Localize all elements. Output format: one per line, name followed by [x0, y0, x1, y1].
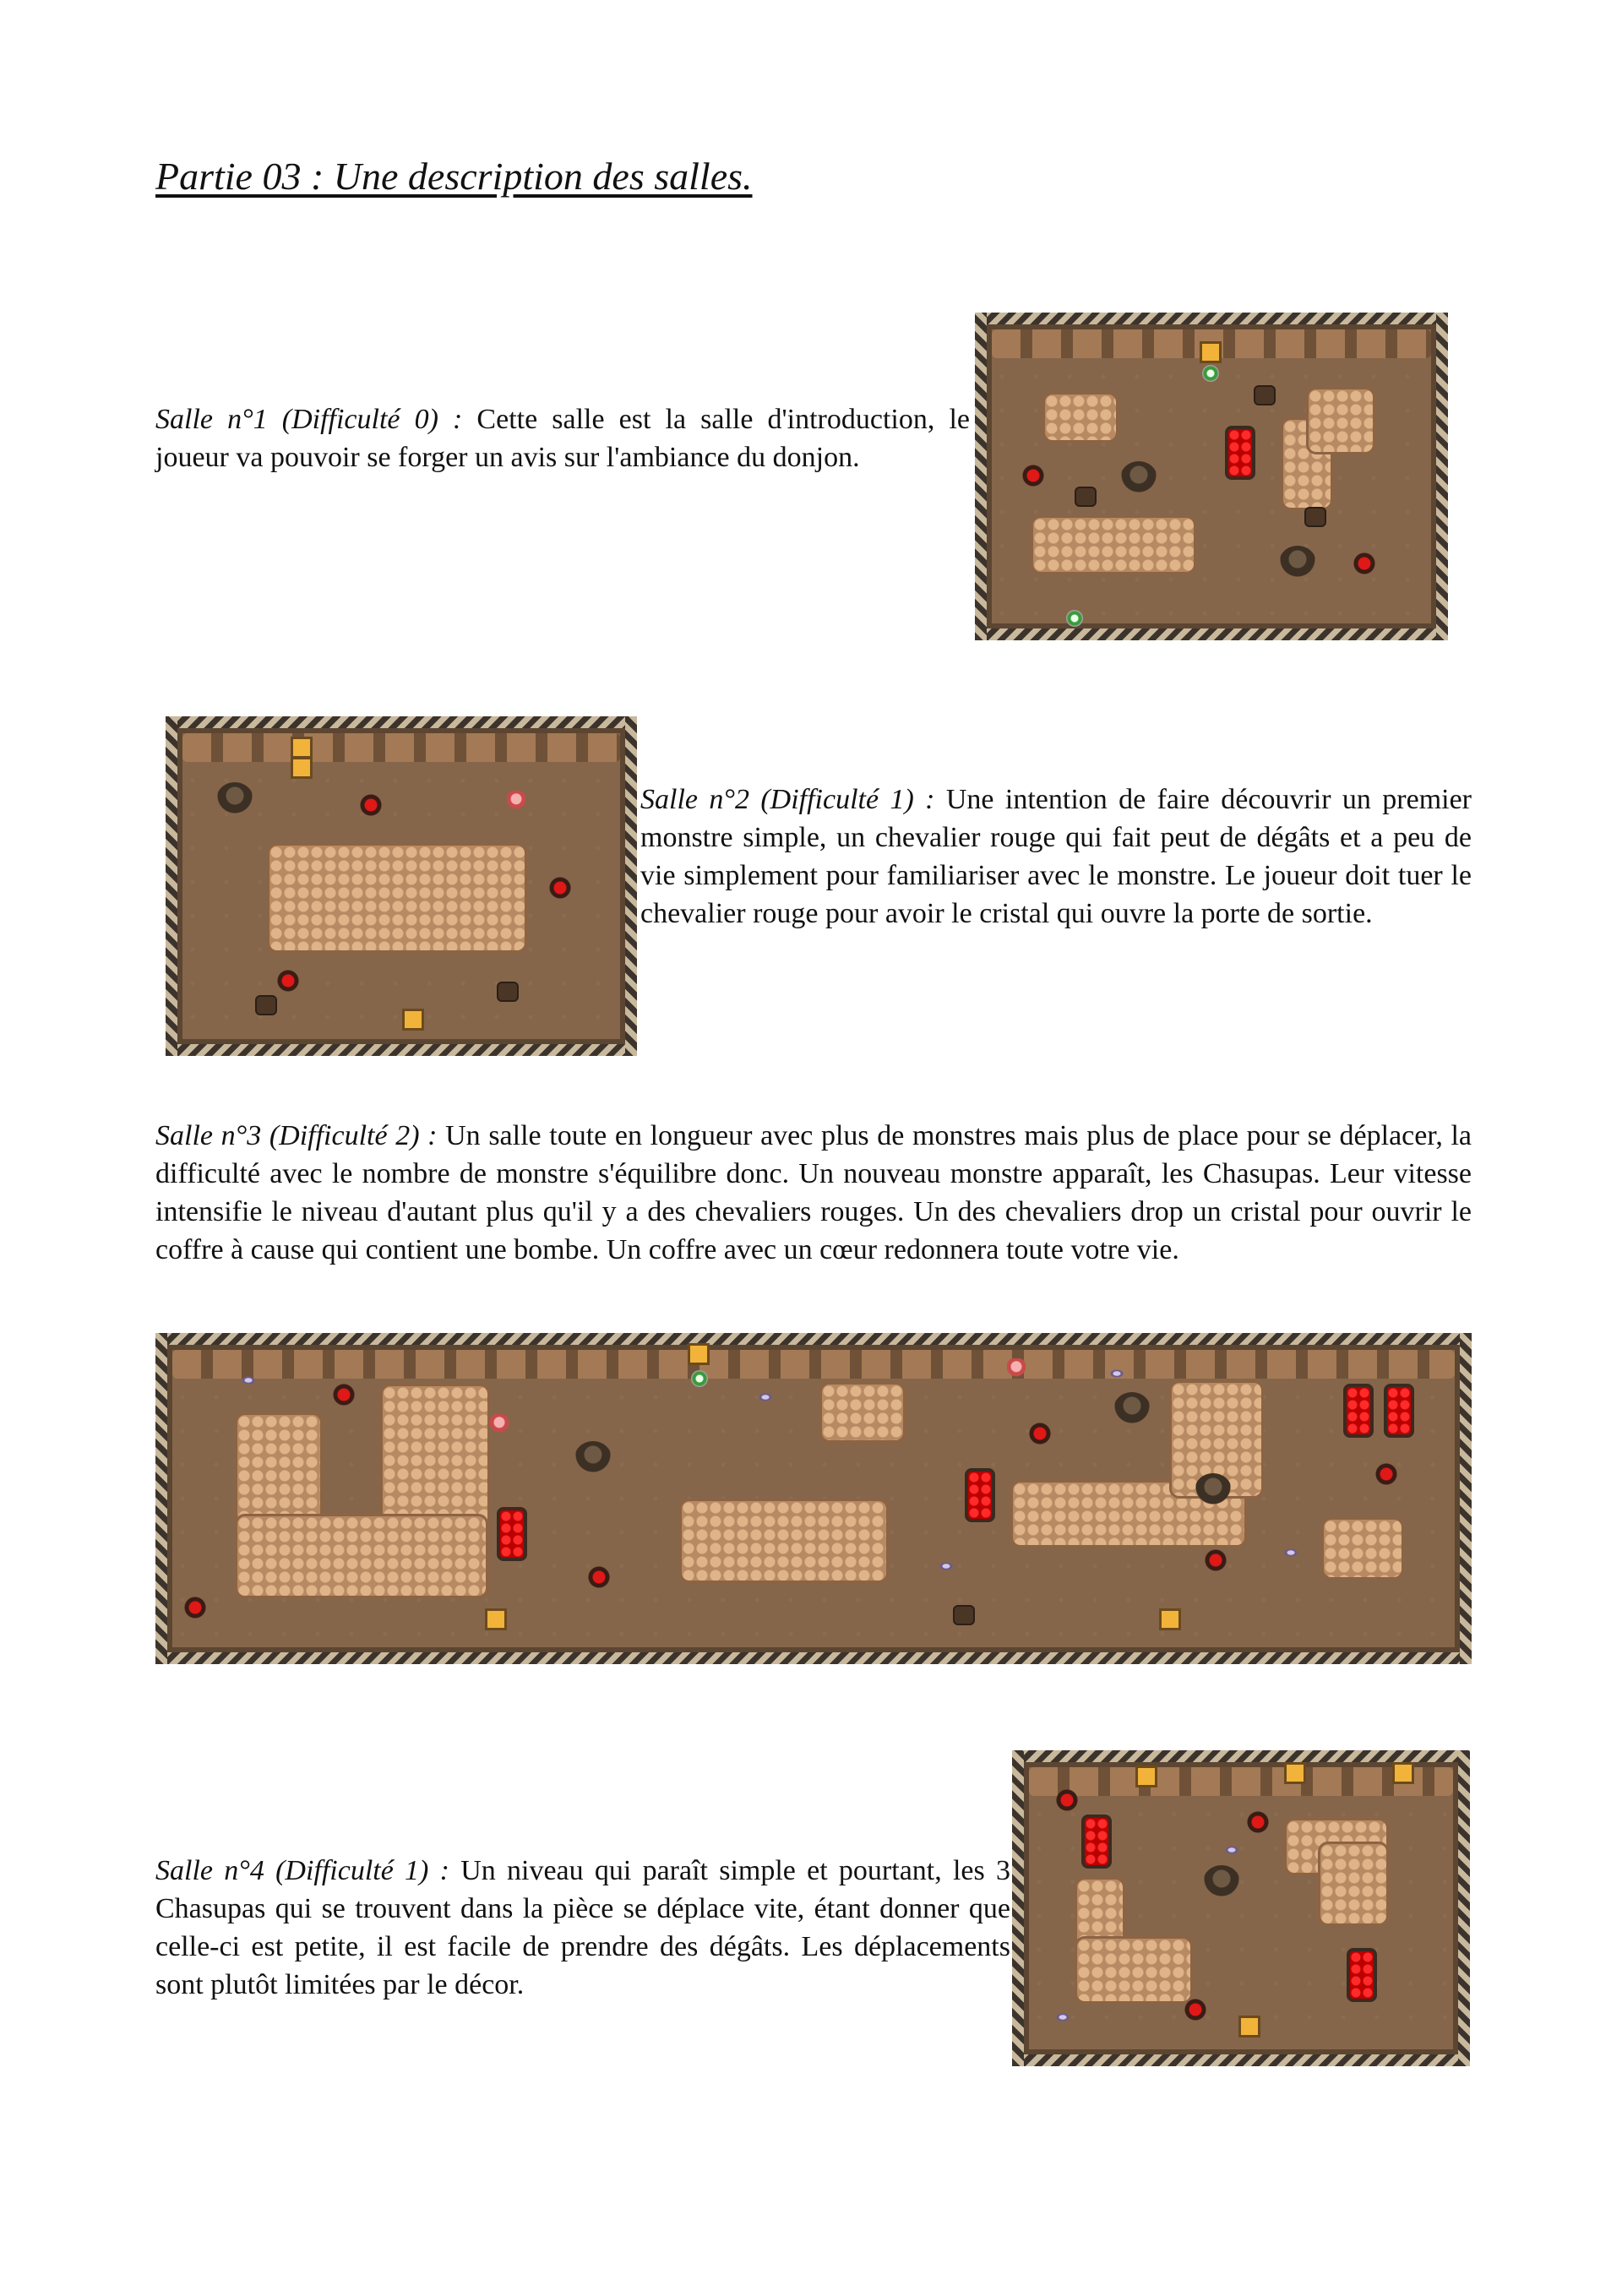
tree-stump-icon: [1120, 461, 1157, 495]
room-3-description: [155, 1117, 1472, 1269]
exit-door-icon: [688, 1343, 710, 1365]
exit-door-icon: [1159, 1608, 1181, 1630]
red-knight-icon: [1007, 1358, 1026, 1382]
room-1-text: Cette salle est la salle d'introduction, le joueur va pouvoir se forger un avis sur l'ambiance du donjon.: [155, 404, 970, 473]
room-1-map: [975, 313, 1448, 640]
room-3-text: Un salle toute en longueur avec plus de monstres mais plus de place pour se déplacer, la difficulté avec le nombre de monstre s'équilibre donc. Un nouveau monstre apparaît, les Chasupas. Leur vitesse intensifie le niveau d'autant plus qu'il y a des chevaliers rouges. Un des chevaliers drop un cristal pour ouvrir le coffre à cause qui contient une bombe. Un coffre avec un cœur redonnera toute votre vie.: [155, 1120, 1472, 1265]
chasupa-bat-icon: [1054, 2012, 1071, 2022]
red-knight-icon: [507, 791, 525, 814]
tree-stump-icon: [1203, 1865, 1240, 1899]
room-1-description: [155, 400, 970, 476]
lava-pit-icon: [1081, 1814, 1112, 1869]
room-4-text: Un niveau qui paraît simple et pourtant, les 3 Chasupas qui se trouvent dans la pièce se déplace vite, étant donner que celle-ci est petite, il est facile de prendre des dégâts. Les déplacements sont plutôt limitées par le décor.: [155, 1855, 1011, 2000]
spike-trap-icon: [1350, 549, 1379, 578]
room-3-heading: Salle n°3 (Difficulté 2) :: [155, 1120, 438, 1151]
pot-icon: [497, 982, 519, 1002]
chasupa-bat-icon: [757, 1392, 774, 1402]
chasupa-bat-icon: [1223, 1845, 1240, 1855]
lava-pit-icon: [1347, 1948, 1377, 2002]
room-2-text: Une intention de faire découvrir un premier monstre simple, un chevalier rouge qui fait peut de dégâts et a peu de vie simplement pour familiariser avec le monstre. Le joueur doit tuer le chevalier rouge pour avoir le cristal qui ouvre la porte de sortie.: [640, 784, 1472, 929]
exit-door-icon: [485, 1608, 507, 1630]
exit-door-icon: [1392, 1762, 1414, 1784]
pot-icon: [1254, 385, 1276, 405]
room-2-map: [166, 716, 637, 1056]
exit-door-icon: [1135, 1766, 1157, 1787]
spike-trap-icon: [329, 1380, 358, 1409]
lava-pit-icon: [1225, 426, 1255, 480]
save-orb-icon: [1066, 610, 1083, 627]
lava-pit-icon: [965, 1468, 995, 1522]
spike-trap-icon: [274, 966, 302, 995]
exit-door-icon: [291, 757, 313, 779]
chasupa-bat-icon: [1282, 1548, 1299, 1558]
exit-door-icon: [1238, 2016, 1260, 2038]
room-3-map: [155, 1333, 1472, 1664]
exit-door-icon: [402, 1009, 424, 1031]
exit-door-icon: [1200, 341, 1222, 363]
pot-icon: [1075, 487, 1097, 507]
exit-door-icon: [291, 737, 313, 759]
room-1-heading: Salle n°1 (Difficulté 0) :: [155, 404, 463, 435]
spike-trap-icon: [1026, 1419, 1054, 1448]
tree-stump-icon: [1195, 1473, 1232, 1507]
exit-door-icon: [1284, 1762, 1306, 1784]
lava-pit-icon: [497, 1507, 527, 1561]
page-title: Partie 03 : Une description des salles.: [155, 155, 753, 198]
tree-stump-icon: [216, 782, 253, 816]
save-orb-icon: [1202, 365, 1219, 382]
room-4-map: [1012, 1750, 1470, 2066]
room-4-heading: Salle n°4 (Difficulté 1) :: [155, 1855, 449, 1886]
chasupa-bat-icon: [1108, 1368, 1125, 1379]
lava-pit-icon: [1343, 1384, 1374, 1438]
save-orb-icon: [691, 1370, 708, 1387]
spike-trap-icon: [1181, 1995, 1210, 2024]
spike-trap-icon: [1372, 1460, 1401, 1488]
chasupa-bat-icon: [938, 1561, 955, 1571]
spike-trap-icon: [357, 791, 385, 819]
spike-trap-icon: [1053, 1786, 1081, 1814]
lava-pit-icon: [1384, 1384, 1414, 1438]
spike-trap-icon: [1201, 1546, 1230, 1575]
pot-icon: [953, 1605, 975, 1625]
red-knight-icon: [490, 1414, 509, 1438]
spike-trap-icon: [181, 1593, 210, 1622]
pot-icon: [1304, 507, 1326, 527]
spike-trap-icon: [1244, 1808, 1272, 1836]
pot-icon: [255, 995, 277, 1015]
tree-stump-icon: [1113, 1392, 1151, 1426]
spike-trap-icon: [1019, 461, 1048, 490]
tree-stump-icon: [574, 1441, 612, 1475]
spike-trap-icon: [585, 1563, 613, 1591]
spike-trap-icon: [546, 873, 574, 902]
chasupa-bat-icon: [240, 1375, 257, 1385]
tree-stump-icon: [1279, 546, 1316, 579]
room-2-heading: Salle n°2 (Difficulté 1) :: [640, 784, 935, 815]
room-2-description: [640, 781, 1472, 933]
room-4-description: [155, 1852, 1010, 2004]
